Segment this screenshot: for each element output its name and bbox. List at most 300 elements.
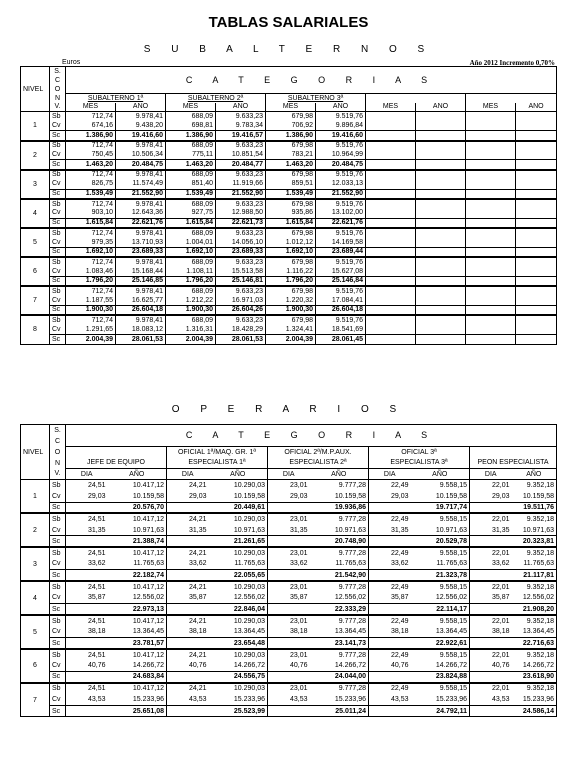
daily-cell: 33,62 <box>188 560 207 568</box>
daily-cell: 33,62 <box>87 560 106 568</box>
empty-cell <box>366 247 416 257</box>
empty-cell <box>416 112 466 122</box>
empty-cell <box>516 112 557 122</box>
salary-cell: 1.316,31 <box>166 325 216 335</box>
daily-cell: 24,51 <box>66 683 108 694</box>
annual-cell: 13.364,45 <box>411 626 470 637</box>
annual-cell: 10.417,12 <box>108 547 167 558</box>
salary-cell: 26.604,18 <box>316 305 366 315</box>
salary-cell: 9.978,41 <box>116 315 166 325</box>
row-type: Sb <box>50 480 66 491</box>
daily-cell <box>66 502 108 513</box>
daily-cell: 29,03 <box>188 492 207 500</box>
daily-cell: 22,49 <box>369 480 411 491</box>
salary-cell: 1.796,20 <box>266 276 316 286</box>
salary-cell: 688,09 <box>166 286 216 296</box>
category-bottom: JEFE DE EQUIPO <box>66 458 167 469</box>
table-row <box>21 305 557 315</box>
empty-cell <box>366 150 416 160</box>
salary-cell: 16.625,77 <box>116 296 166 306</box>
daily-cell: 31,35 <box>188 526 207 534</box>
salary-cell: 679,98 <box>266 286 316 296</box>
daily-cell: 23,01 <box>268 615 310 626</box>
nivel-value: 4 <box>21 199 50 228</box>
salary-cell: 9.633,23 <box>216 315 266 325</box>
table-row <box>21 237 557 247</box>
empty-cell <box>516 267 557 277</box>
empty-cell <box>366 179 416 189</box>
ano-header: AÑO <box>216 103 266 112</box>
empty-cell <box>416 296 466 306</box>
daily-cell <box>268 705 310 716</box>
annual-cell: 10.159,58 <box>310 491 369 502</box>
annual-cell: 14.266,72 <box>108 660 167 671</box>
annual-cell: 10.971,63 <box>108 525 167 536</box>
nivel-header: NIVEL <box>21 67 50 112</box>
daily-cell: 38,18 <box>289 628 308 636</box>
table-row <box>21 325 557 335</box>
empty-cell <box>466 237 516 247</box>
empty-cell <box>416 170 466 180</box>
annual-cell: 22.922,61 <box>411 638 470 649</box>
sconv-letter: V. <box>50 469 66 480</box>
nivel-value: 8 <box>21 315 50 344</box>
table-row <box>21 131 557 141</box>
annual-cell: 21.908,20 <box>512 604 557 615</box>
daily-cell <box>268 570 310 581</box>
row-type: Sc <box>50 131 66 141</box>
empty-cell <box>516 141 557 151</box>
daily-cell <box>66 604 108 615</box>
empty-cell <box>516 286 557 296</box>
annual-cell: 13.364,45 <box>209 626 268 637</box>
ano-header: AÑO <box>116 103 166 112</box>
empty-cell <box>516 228 557 238</box>
annual-cell: 11.765,63 <box>512 559 557 570</box>
daily-cell <box>167 705 209 716</box>
nivel-value: 2 <box>21 141 50 170</box>
row-type: Cv <box>50 592 66 603</box>
empty-cell <box>466 228 516 238</box>
annual-cell: 12.556,02 <box>209 592 268 603</box>
salary-cell: 1.796,20 <box>166 276 216 286</box>
daily-cell: 38,18 <box>491 628 510 636</box>
categorias-header: C A T E G O R I A S <box>185 74 437 85</box>
empty-cell <box>466 160 516 170</box>
daily-cell <box>470 536 512 547</box>
salary-cell: 1.220,32 <box>266 296 316 306</box>
empty-cell <box>516 247 557 257</box>
table-row <box>21 660 557 671</box>
empty-cell <box>416 247 466 257</box>
empty-cell <box>416 199 466 209</box>
daily-cell: 22,49 <box>369 683 411 694</box>
annual-cell: 12.556,02 <box>411 592 470 603</box>
row-type: Cv <box>50 559 66 570</box>
empty-cell <box>516 121 557 131</box>
row-type: Cv <box>50 150 66 160</box>
salary-cell: 9.978,41 <box>116 141 166 151</box>
dia-header: DIA <box>268 469 310 480</box>
daily-cell: 22,01 <box>470 581 512 592</box>
empty-cell <box>416 237 466 247</box>
salary-cell: 9.978,41 <box>116 286 166 296</box>
table-row <box>21 705 557 716</box>
salary-cell: 9.978,41 <box>116 112 166 122</box>
categorias-header: C A T E G O R I A S <box>185 430 437 440</box>
nivel-value: 3 <box>21 170 50 199</box>
daily-cell: 24,51 <box>66 581 108 592</box>
empty-cell <box>416 257 466 267</box>
annual-cell: 23.654,48 <box>209 638 268 649</box>
sconv-letter: O <box>50 447 66 458</box>
empty-cell <box>466 208 516 218</box>
table-row <box>21 480 557 491</box>
sconv-letter: V. <box>50 103 66 112</box>
salary-cell: 1.692,10 <box>166 247 216 257</box>
daily-cell: 40,76 <box>390 662 409 670</box>
annual-cell: 9.352,18 <box>512 547 557 558</box>
daily-cell <box>369 604 411 615</box>
row-type: Cv <box>50 179 66 189</box>
daily-cell: 22,01 <box>470 615 512 626</box>
daily-cell: 23,01 <box>268 581 310 592</box>
salary-cell: 28.061,53 <box>216 334 266 344</box>
salary-cell: 2.004,39 <box>266 334 316 344</box>
salary-cell: 9.438,20 <box>116 121 166 131</box>
daily-cell: 43,53 <box>491 696 510 704</box>
annual-cell: 24.586,14 <box>512 705 557 716</box>
table-row <box>21 267 557 277</box>
salary-cell: 1.692,10 <box>266 247 316 257</box>
annual-cell: 22.716,63 <box>512 638 557 649</box>
daily-cell: 24,51 <box>66 649 108 660</box>
empty-cell <box>416 228 466 238</box>
salary-cell: 9.633,23 <box>216 257 266 267</box>
annual-cell: 19.717,74 <box>411 502 470 513</box>
salary-cell: 25.146,81 <box>216 276 266 286</box>
annual-cell: 22.973,13 <box>108 604 167 615</box>
annual-cell: 9.558,15 <box>411 581 470 592</box>
empty-cell <box>466 267 516 277</box>
table-row <box>21 228 557 238</box>
empty-cell <box>516 218 557 228</box>
annual-cell: 9.777,28 <box>310 513 369 524</box>
salary-cell: 9.633,23 <box>216 228 266 238</box>
row-type: Sc <box>50 247 66 257</box>
salary-cell: 9.519,76 <box>316 228 366 238</box>
salary-cell: 18.541,69 <box>316 325 366 335</box>
salary-cell: 679,98 <box>266 170 316 180</box>
annual-cell: 24.556,75 <box>209 672 268 683</box>
empty-cell <box>416 325 466 335</box>
salary-cell: 979,35 <box>66 237 116 247</box>
row-type: Sc <box>50 218 66 228</box>
empty-cell <box>466 276 516 286</box>
daily-cell: 43,53 <box>188 696 207 704</box>
salary-cell: 9.978,41 <box>116 257 166 267</box>
row-type: Sb <box>50 513 66 524</box>
salary-cell: 14.169,58 <box>316 237 366 247</box>
salary-cell: 10.851,54 <box>216 150 266 160</box>
daily-cell: 22,49 <box>369 513 411 524</box>
ano-header: AÑO <box>209 469 268 480</box>
empty-cell <box>366 160 416 170</box>
annual-cell: 25.011,24 <box>310 705 369 716</box>
salary-cell: 9.519,76 <box>316 199 366 209</box>
table-row <box>21 179 557 189</box>
empty-cell <box>366 267 416 277</box>
nivel-value: 3 <box>21 547 50 581</box>
salary-cell: 935,86 <box>266 208 316 218</box>
empty-cell <box>466 189 516 199</box>
empty-cell <box>466 286 516 296</box>
row-type: Cv <box>50 296 66 306</box>
annual-cell: 10.159,58 <box>512 491 557 502</box>
salary-cell: 22.621,73 <box>216 218 266 228</box>
salary-cell: 26.604,26 <box>216 305 266 315</box>
salary-cell: 23.689,33 <box>116 247 166 257</box>
table-row <box>21 257 557 267</box>
daily-cell: 23,01 <box>268 547 310 558</box>
daily-cell: 40,76 <box>491 662 510 670</box>
salary-cell: 17.084,41 <box>316 296 366 306</box>
sconv-letter: C <box>50 76 66 85</box>
daily-cell <box>66 638 108 649</box>
row-type: Sc <box>50 160 66 170</box>
daily-cell <box>167 638 209 649</box>
empty-cell <box>366 257 416 267</box>
annual-cell: 9.777,28 <box>310 615 369 626</box>
daily-cell: 29,03 <box>289 492 308 500</box>
annual-cell: 14.266,72 <box>411 660 470 671</box>
empty-cell <box>466 121 516 131</box>
empty-cell <box>416 276 466 286</box>
salary-cell: 1.386,90 <box>266 131 316 141</box>
empty-cell <box>516 170 557 180</box>
table-row <box>21 247 557 257</box>
salary-cell: 9.633,23 <box>216 112 266 122</box>
salary-cell: 16.971,03 <box>216 296 266 306</box>
salary-cell: 712,74 <box>66 286 116 296</box>
salary-cell: 23.689,44 <box>316 247 366 257</box>
annual-cell: 21.117,81 <box>512 570 557 581</box>
ano-header: AÑO <box>416 103 466 112</box>
annual-cell: 10.290,03 <box>209 615 268 626</box>
daily-cell: 40,76 <box>289 662 308 670</box>
nivel-value: 1 <box>21 480 50 514</box>
annual-cell: 10.417,12 <box>108 480 167 491</box>
salary-cell: 688,09 <box>166 315 216 325</box>
annual-cell: 9.777,28 <box>310 547 369 558</box>
salary-cell: 1.004,01 <box>166 237 216 247</box>
daily-cell: 31,35 <box>390 526 409 534</box>
daily-cell: 24,21 <box>167 615 209 626</box>
empty-cell <box>416 150 466 160</box>
salary-cell: 775,11 <box>166 150 216 160</box>
sconv-letter: S. <box>50 67 66 76</box>
daily-cell: 22,01 <box>470 547 512 558</box>
empty-cell <box>366 121 416 131</box>
category-bottom: ESPECIALISTA 3ª <box>369 458 470 469</box>
salary-cell: 1.692,10 <box>66 247 116 257</box>
salary-cell: 679,98 <box>266 141 316 151</box>
salary-cell: 688,09 <box>166 112 216 122</box>
daily-cell: 22,49 <box>369 649 411 660</box>
empty-cell <box>466 334 516 344</box>
category-top <box>470 447 557 458</box>
salary-cell: 18.083,12 <box>116 325 166 335</box>
annual-cell: 9.558,15 <box>411 649 470 660</box>
annual-cell: 21.323,78 <box>411 570 470 581</box>
daily-cell: 22,49 <box>369 581 411 592</box>
salary-cell: 10.506,34 <box>116 150 166 160</box>
mes-header: MES <box>266 103 316 112</box>
ano-header: AÑO <box>108 469 167 480</box>
annual-cell: 9.352,18 <box>512 581 557 592</box>
empty-cell <box>366 325 416 335</box>
salary-cell: 9.896,84 <box>316 121 366 131</box>
annual-cell: 19.511,76 <box>512 502 557 513</box>
daily-cell: 35,87 <box>87 594 106 602</box>
nivel-header: NIVEL <box>21 425 50 480</box>
salary-cell: 9.519,76 <box>316 286 366 296</box>
salary-cell: 688,09 <box>166 228 216 238</box>
category-bottom: ESPECIALISTA 2ª <box>268 458 369 469</box>
empty-cell <box>466 305 516 315</box>
row-type: Cv <box>50 525 66 536</box>
salary-cell: 1.463,20 <box>66 160 116 170</box>
annual-cell: 22.333,29 <box>310 604 369 615</box>
daily-cell <box>369 502 411 513</box>
row-type: Sb <box>50 170 66 180</box>
daily-cell: 38,18 <box>390 628 409 636</box>
annual-cell: 10.417,12 <box>108 615 167 626</box>
daily-cell: 24,51 <box>66 615 108 626</box>
salary-cell: 9.519,76 <box>316 112 366 122</box>
salary-cell: 1.108,11 <box>166 267 216 277</box>
annual-cell: 10.290,03 <box>209 513 268 524</box>
daily-cell <box>167 604 209 615</box>
empty-cell <box>466 112 516 122</box>
row-type: Sb <box>50 615 66 626</box>
row-type: Sb <box>50 315 66 325</box>
annual-cell: 12.556,02 <box>512 592 557 603</box>
annual-cell: 9.352,18 <box>512 480 557 491</box>
empty-cell <box>366 208 416 218</box>
empty-cell <box>366 189 416 199</box>
table-row <box>21 536 557 547</box>
empty-cell <box>516 237 557 247</box>
dia-header: DIA <box>369 469 411 480</box>
daily-cell: 31,35 <box>87 526 106 534</box>
euros-label: Euros <box>62 59 81 66</box>
salary-cell: 1.539,49 <box>66 189 116 199</box>
empty-cell <box>416 267 466 277</box>
salary-cell: 688,09 <box>166 141 216 151</box>
row-type: Cv <box>50 626 66 637</box>
salary-cell: 9.783,34 <box>216 121 266 131</box>
ano-header: AÑO <box>316 103 366 112</box>
row-type: Sc <box>50 604 66 615</box>
daily-cell: 22,01 <box>470 649 512 660</box>
empty-cell <box>516 276 557 286</box>
sconv-letter: N <box>50 94 66 103</box>
table-row <box>21 570 557 581</box>
daily-cell: 22,49 <box>369 615 411 626</box>
empty-cell <box>466 170 516 180</box>
salary-cell: 679,98 <box>266 315 316 325</box>
table-row <box>21 199 557 209</box>
row-type: Sb <box>50 286 66 296</box>
annual-cell: 10.159,58 <box>108 491 167 502</box>
salary-cell: 9.978,41 <box>116 228 166 238</box>
empty-cell <box>466 131 516 141</box>
salary-cell: 1.615,84 <box>66 218 116 228</box>
category-top <box>66 447 167 458</box>
annual-cell: 10.290,03 <box>209 581 268 592</box>
annual-cell: 23.141,73 <box>310 638 369 649</box>
salary-cell: 20.484,75 <box>116 160 166 170</box>
empty-cell <box>366 218 416 228</box>
daily-cell <box>268 672 310 683</box>
row-type: Sb <box>50 649 66 660</box>
salary-cell: 13.102,00 <box>316 208 366 218</box>
annual-cell: 22.846,04 <box>209 604 268 615</box>
empty-cell <box>366 286 416 296</box>
ano-header: AÑO <box>310 469 369 480</box>
daily-cell: 35,87 <box>289 594 308 602</box>
annual-cell: 9.558,15 <box>411 683 470 694</box>
empty-cell <box>416 315 466 325</box>
table-row <box>21 513 557 524</box>
annual-cell: 22.055,65 <box>209 570 268 581</box>
salary-cell: 1.083,46 <box>66 267 116 277</box>
daily-cell <box>268 536 310 547</box>
salary-cell: 11.574,49 <box>116 179 166 189</box>
daily-cell <box>369 638 411 649</box>
empty-cell <box>516 131 557 141</box>
salary-cell: 15.627,08 <box>316 267 366 277</box>
daily-cell <box>66 672 108 683</box>
empty-cell <box>516 334 557 344</box>
nivel-value: 1 <box>21 112 50 141</box>
annual-cell: 11.765,63 <box>209 559 268 570</box>
salary-cell: 1.187,55 <box>66 296 116 306</box>
annual-cell: 20.449,61 <box>209 502 268 513</box>
annual-cell: 9.777,28 <box>310 480 369 491</box>
empty-cell <box>466 218 516 228</box>
table-row <box>21 559 557 570</box>
annual-cell: 19.936,86 <box>310 502 369 513</box>
daily-cell: 22,01 <box>470 683 512 694</box>
empty-cell <box>416 208 466 218</box>
salary-cell: 826,75 <box>66 179 116 189</box>
daily-cell <box>470 604 512 615</box>
salary-cell: 1.012,12 <box>266 237 316 247</box>
daily-cell <box>268 502 310 513</box>
empty-cell <box>366 334 416 344</box>
empty-cell <box>516 160 557 170</box>
salary-cell: 28.061,53 <box>116 334 166 344</box>
annual-cell: 13.364,45 <box>108 626 167 637</box>
daily-cell: 33,62 <box>491 560 510 568</box>
daily-cell: 40,76 <box>87 662 106 670</box>
salary-cell: 1.324,41 <box>266 325 316 335</box>
daily-cell: 23,01 <box>268 480 310 491</box>
annual-cell: 10.159,58 <box>209 491 268 502</box>
salary-cell: 1.796,20 <box>66 276 116 286</box>
